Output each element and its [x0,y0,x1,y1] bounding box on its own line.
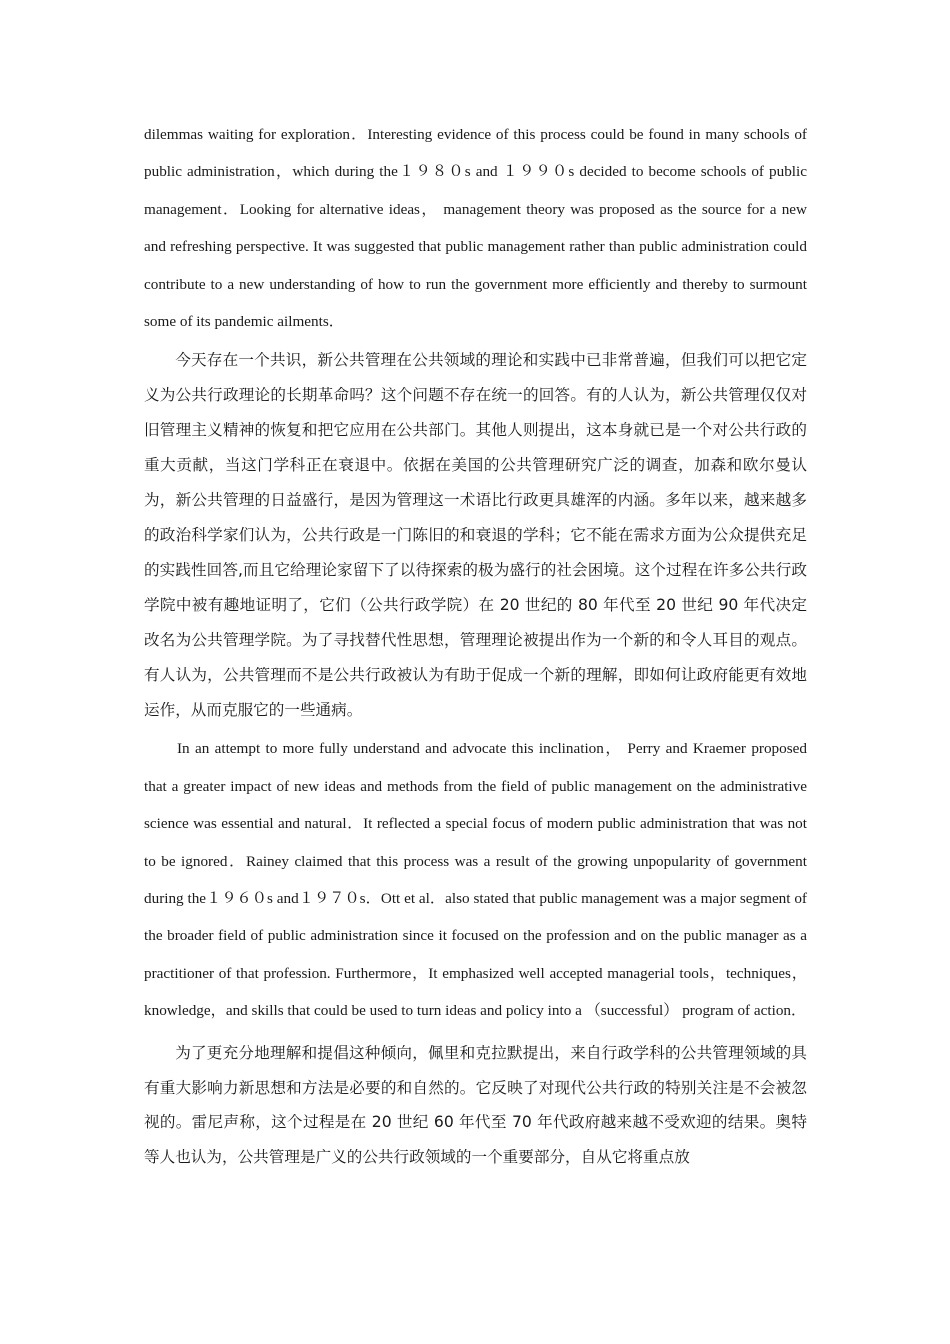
paragraph-chinese-1: 今天存在一个共识，新公共管理在公共领域的理论和实践中已非常普遍，但我们可以把它定义为公共行政理论的长期革命吗？这个问题不存在统一的回答。有的人认为，新公共管理仅仅对旧管理主义精神的恢复和把它应用在公共部门。其他人则提出，这本身就已是一个对公共行政的重大贡献，当这门学科正在衰退中。依据在美国的公共管理研究广泛的调查，加森和欧尔曼认为，新公共管理的日益盛行，是因为管理这一术语比行政更具雄浑的内涵。多年以来，越来越多的政治科学家们认为，公共行政是一门陈旧的和衰退的学科；它不能在需求方面为公众提供充足的实践性回答,而且它给理论家留下了以待探索的极为盛行的社会困境。这个过程在许多公共行政学院中被有趣地证明了，它们（公共行政学院）在 20 世纪的 80 年代至 20 世纪 90 年代决定改名为公共管理学院。为了寻找替代性思想，管理理论被提出作为一个新的和令人耳目的观点。有人认为，公共管理而不是公共行政被认为有助于促成一个新的理解，即如何让政府能更有效地运作，从而克服它的一些通病。 [144,351,807,719]
document-page [144,116,807,1175]
paragraph-english-1: dilemmas waiting for exploration．Interesting evidence of this process could be found in many schools of public administration，which during the１９８０s and １９９０s decided to become schools of public management．Looking for alternative ideas， management theory was proposed as the source for a new and refreshing perspective. It was suggested that public management rather than public administration could contribute to a new understanding of how to run the government more efficiently and thereby to surmount some of its pandemic ailments． [144,126,807,331]
paragraph-english-2: In an attempt to more fully understand and advocate this inclination， Perry and Kraemer proposed that a greater impact of new ideas and methods from the field of public management on the administrative science was essential and natural．It reflected a special focus of modern public administration that was not to be ignored．Rainey claimed that this process was a result of the growing unpopularity of government during the１９６０s and１９７０s．Ott et al．also stated that public management was a major segment of the broader field of public administration since it focused on the profession and on the public manager as a practitioner of that profession. Furthermore，It emphasized well accepted managerial tools，techniques，knowledge，and skills that could be used to turn ideas and policy into a （successful） program of action． [144,740,807,1020]
paragraph-chinese-2: 为了更充分地理解和提倡这种倾向，佩里和克拉默提出，来自行政学科的公共管理领域的具有重大影响力新思想和方法是必要的和自然的。它反映了对现代公共行政的特别关注是不会被忽视的。雷尼声称，这个过程是在 20 世纪 60 年代至 70 年代政府越来越不受欢迎的结果。奥特等人也认为，公共管理是广义的公共行政领域的一个重要部分，自从它将重点放 [144,1043,807,1167]
